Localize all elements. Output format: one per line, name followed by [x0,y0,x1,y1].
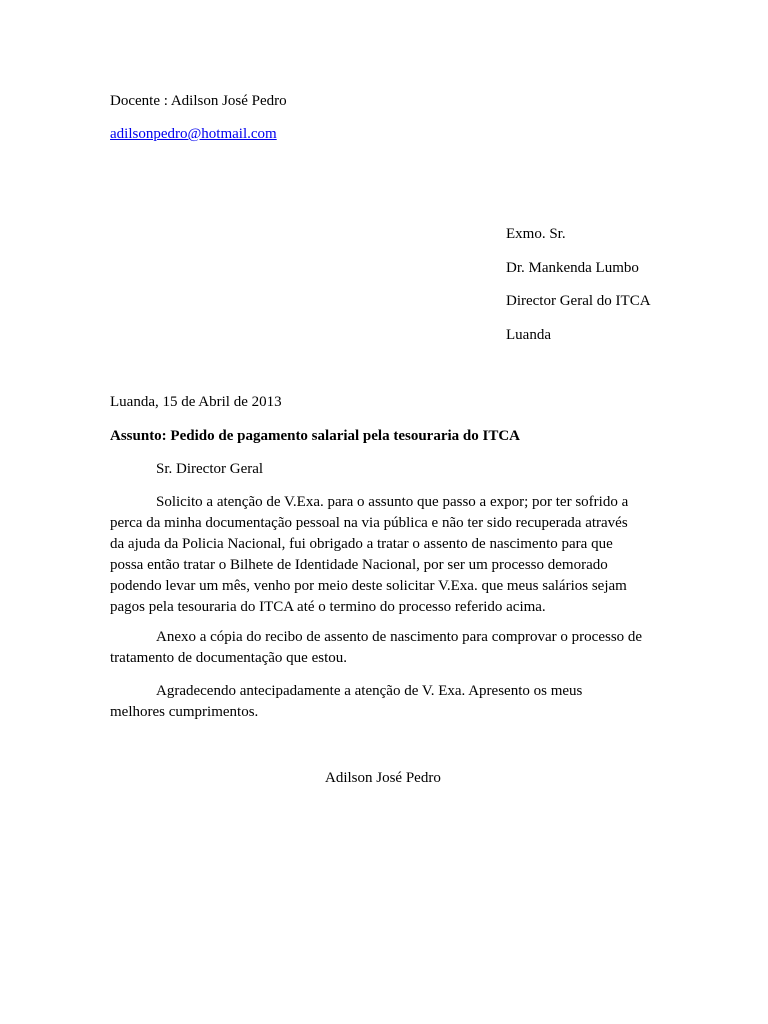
letter-greeting: Sr. Director Geral [156,461,264,477]
paragraph-line: pagos pela tesouraria do ITCA até o termino do processo referido acima. [110,599,546,615]
letter-date: Luanda, 15 de Abril de 2013 [110,394,282,410]
paragraph-line: possa então tratar o Bilhete de Identidade Nacional, por ser um processo demorado [110,557,608,573]
paragraph-line: podendo levar um mês, venho por meio deste solicitar V.Exa. que meus salários sejam [110,578,627,594]
recipient-name: Dr. Mankenda Lumbo [506,260,639,276]
signature-name: Adilson José Pedro [325,770,441,786]
recipient-title: Director Geral do ITCA [506,293,651,309]
recipient-city: Luanda [506,327,551,343]
paragraph-line: Solicito a atenção de V.Exa. para o assunto que passo a expor; por ter sofrido a [156,494,629,510]
body-paragraph-2 [110,627,642,669]
paragraph-line: melhores cumprimentos. [110,704,259,720]
recipient-salutation: Exmo. Sr. [506,226,566,242]
paragraph-line: tratamento de documentação que estou. [110,650,347,666]
paragraph-line: Anexo a cópia do recibo de assento de nascimento para comprovar o processo de [156,629,643,645]
paragraph-line: Agradecendo antecipadamente a atenção de V. Exa. Apresento os meus [156,683,583,699]
body-paragraph-1 [110,492,628,618]
paragraph-line: perca da minha documentação pessoal na via pública e não ter sido recuperada através [110,515,628,531]
paragraph-line: da ajuda da Policia Nacional, fui obrigado a tratar o assento de nascimento para que [110,536,613,552]
docente-line: Docente : Adilson José Pedro [110,93,287,109]
email-link[interactable]: adilsonpedro@hotmail.com [110,126,277,142]
body-paragraph-3 [110,681,582,723]
letter-subject: Assunto: Pedido de pagamento salarial pela tesouraria do ITCA [110,428,521,444]
